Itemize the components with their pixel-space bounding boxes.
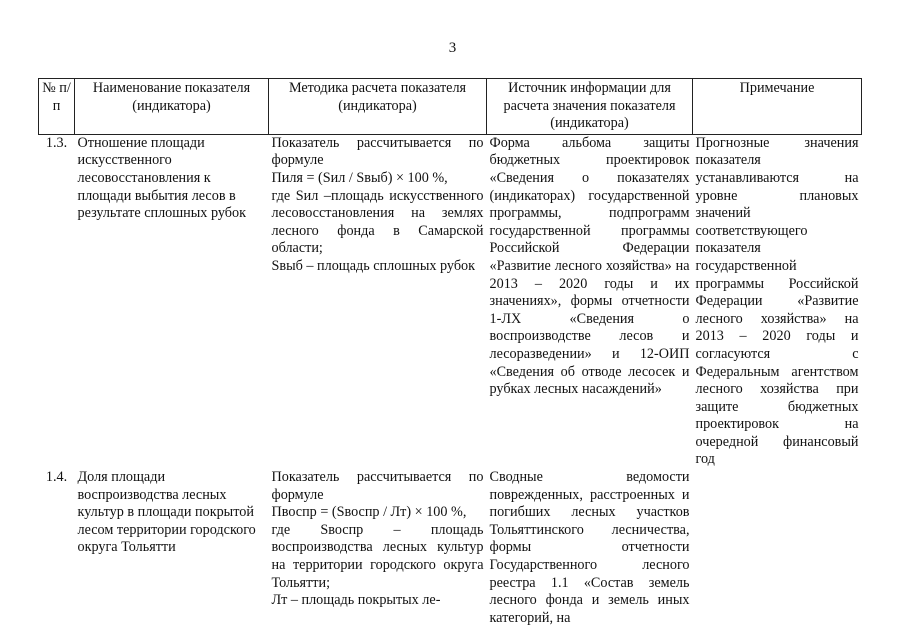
method-definition: где Sил –площадь искусственного лесовосстановления на землях лесного фонда в Самарской области; xyxy=(271,187,484,257)
page-number: 3 xyxy=(448,40,457,56)
header-note: Примечание xyxy=(693,79,862,135)
table-row xyxy=(39,134,862,469)
indicator-name: Отношение площади искусственного лесовосстановления к площади выбытия лесов в результате сплошных рубок xyxy=(77,134,246,222)
method-formula: Пиля = (Sил / Sвыб) × 100 %, xyxy=(271,169,448,186)
information-source: Сводные ведомости поврежденных, расстроенных и погибших лесных участков Тольяттинского лесничества, формы отчетности Государственного лесного реестра 1.1 «Состав земель лесного фонда и земель иных категорий, на xyxy=(489,469,690,626)
information-source: Форма альбома защиты бюджетных проектировок «Сведения о показателях (индикаторах) государственной программы, подпрограмм государственной программы Российской Федерации «Развитие лесного хозяйства» на 2013 – 2020 годы и их значениях», формы отчетности 1-ЛХ «Сведения о воспроизводстве лесов и лесоразведении» и 12-ОИП «Сведения об отводе лесосек и рубках лесных насаждений» xyxy=(489,134,690,398)
method-definition: где Sвоспр – площадь воспроизводства лесных культур на территории городского округа Тольятти; xyxy=(271,521,484,591)
table-header-row xyxy=(39,79,862,135)
calculation-method xyxy=(269,469,487,627)
method-intro: Показатель рассчитывается по формуле xyxy=(271,469,484,503)
indicator-name: Доля площади воспроизводства лесных культур в площади покрытой лесом территории городского округа Тольятти xyxy=(77,469,256,556)
remark xyxy=(693,469,862,627)
method-formula: Пвоспр = (Sвоспр / Лт) × 100 %, xyxy=(271,504,467,521)
header-name: Наименование показателя (индикатора) xyxy=(75,79,269,135)
header-num: № п/п xyxy=(39,79,75,135)
method-definition: Sвыб – площадь сплошных рубок xyxy=(271,257,476,274)
row-number: 1.4. xyxy=(45,469,68,486)
row-number: 1.3. xyxy=(45,134,68,151)
remark: Прогнозные значения показателя устанавливаются на уровне плановых значений соответствующего показателя государственной программы Российской Федерации «Развитие лесного хозяйства» на 2013 – 2020 годы и согласуются с Федеральным агентством лесного хозяйства при защите бюджетных проектировок на очередной финансовый год xyxy=(695,134,859,468)
indicators-table xyxy=(38,78,862,627)
header-source: Источник информации для расчета значения показателя (индикатора) xyxy=(487,79,693,135)
table-row xyxy=(39,469,862,627)
header-method: Методика расчета показателя (индикатора) xyxy=(269,79,487,135)
method-intro: Показатель рассчитывается по формуле xyxy=(271,134,484,169)
calculation-method xyxy=(269,134,487,469)
method-definition: Лт – площадь покрытых ле- xyxy=(271,592,441,609)
